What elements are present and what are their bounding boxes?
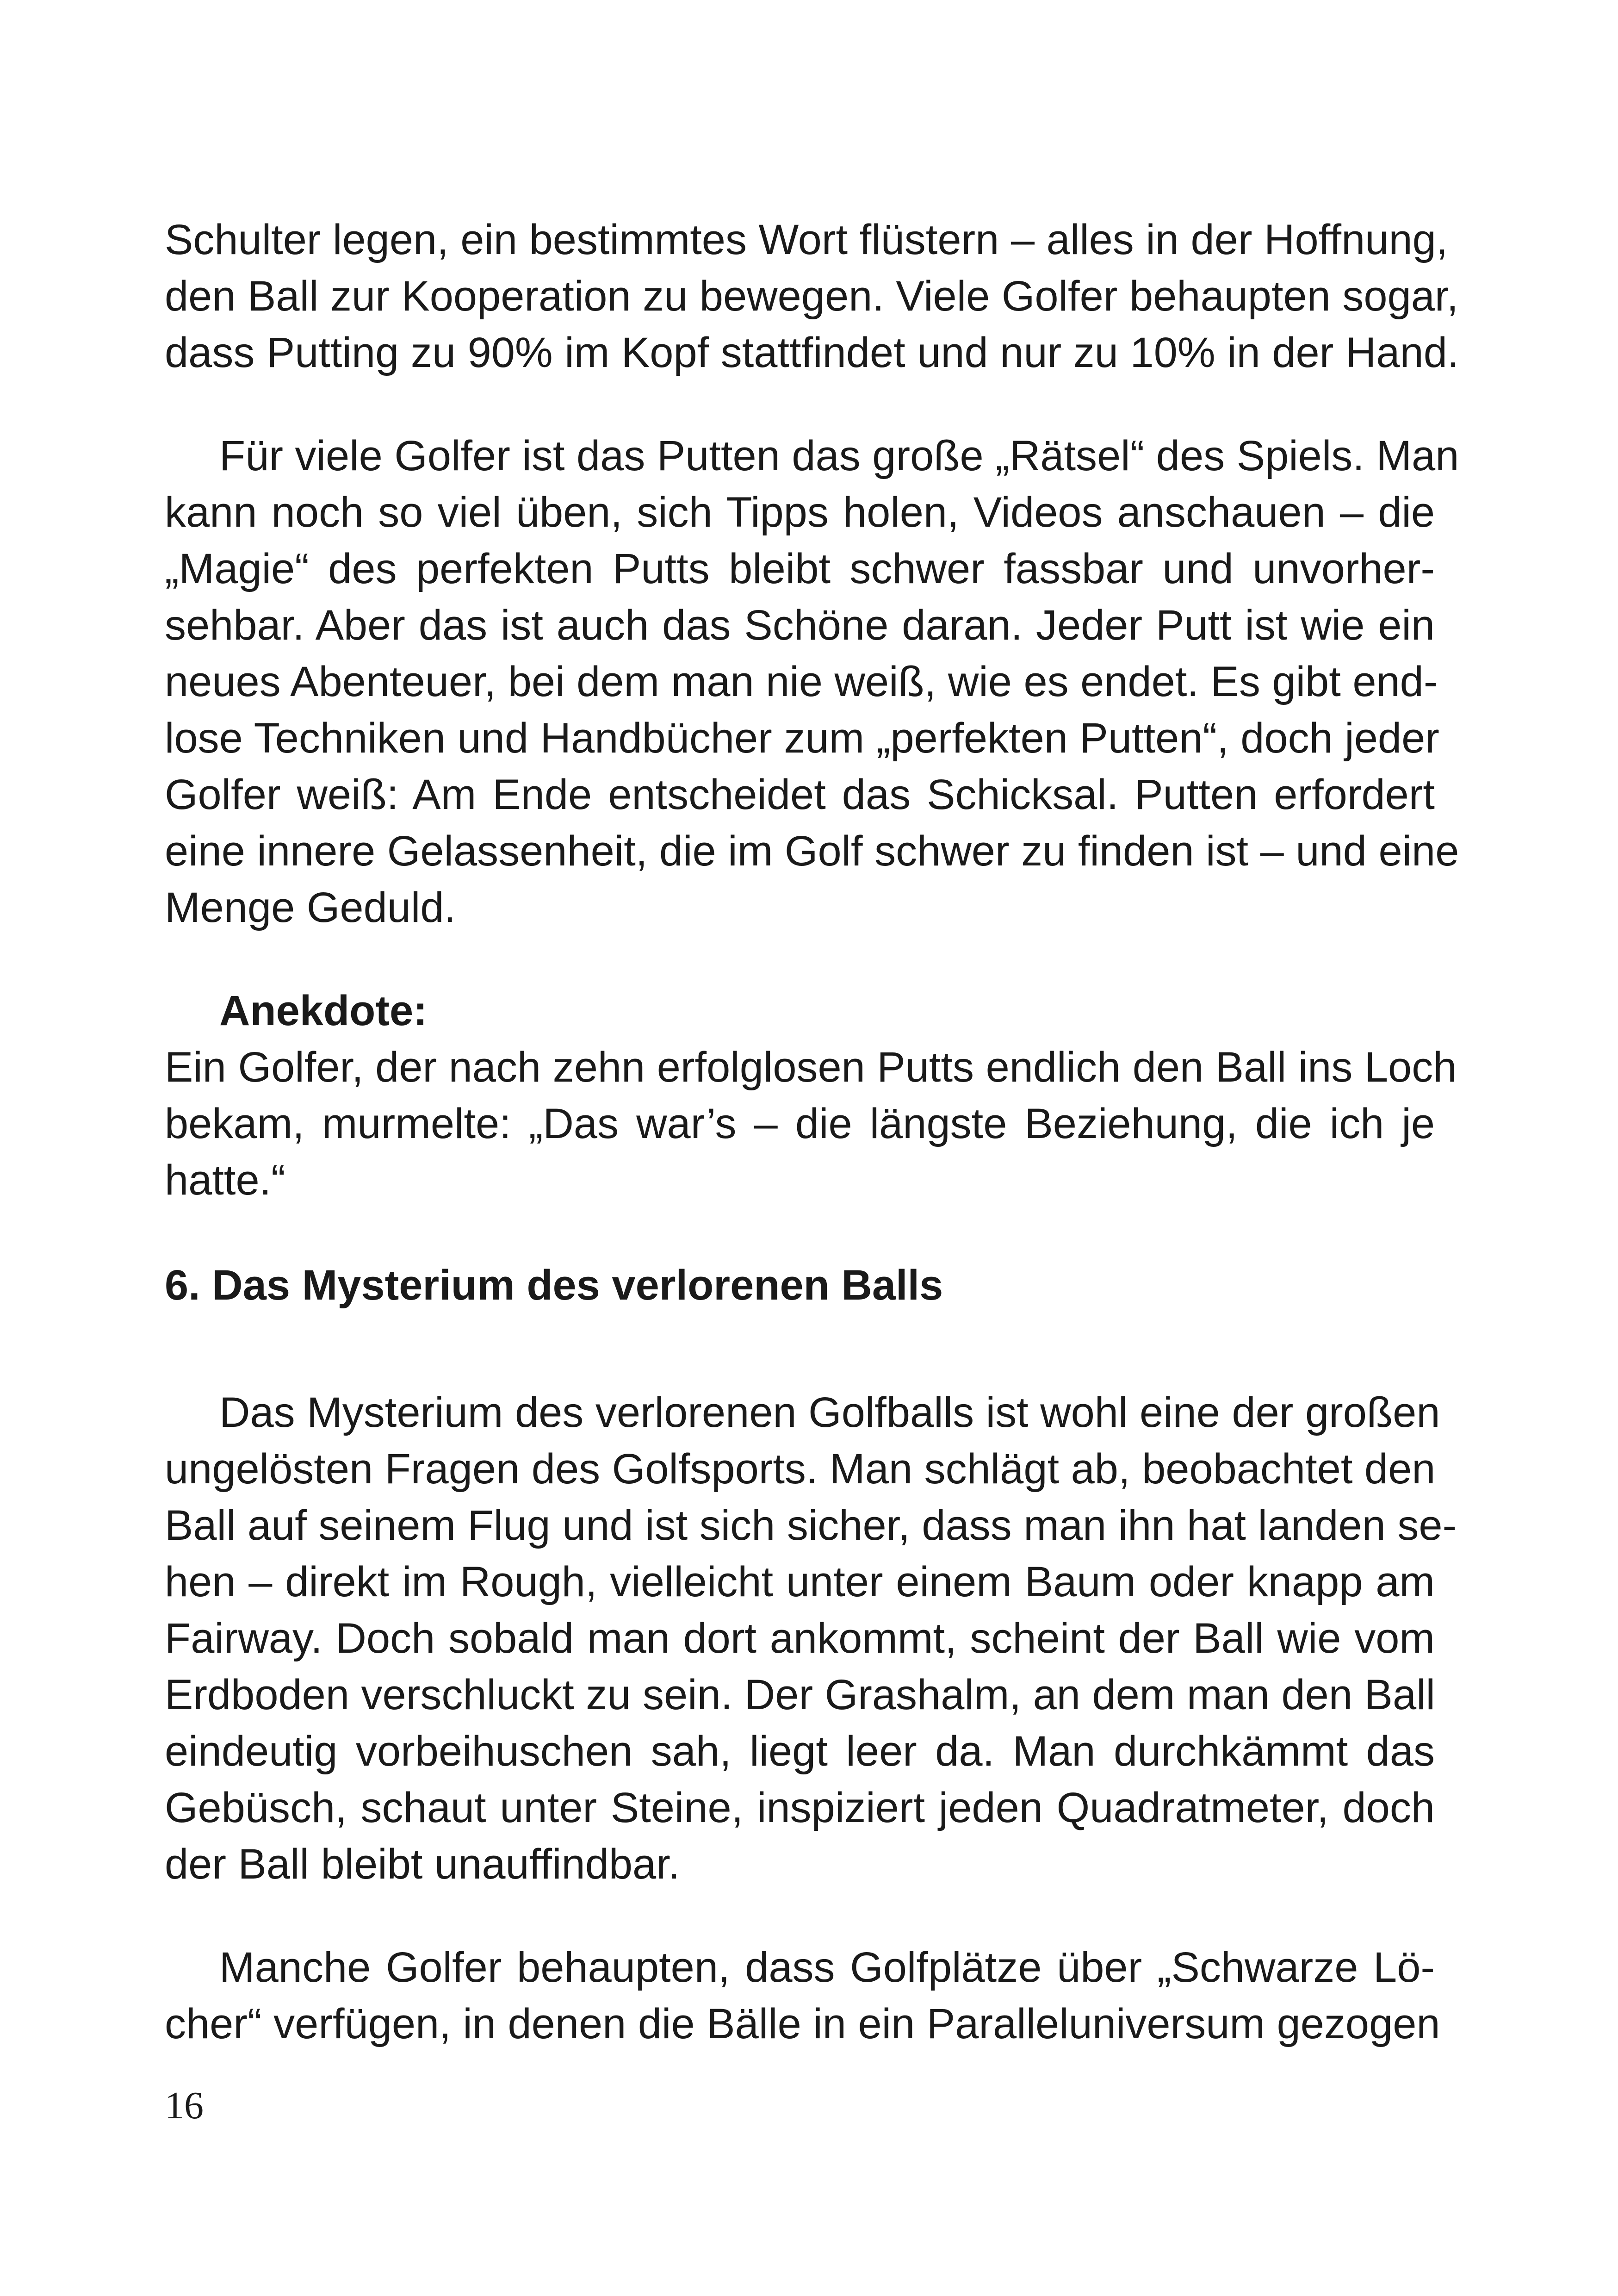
text-line: Gebüsch, schaut unter Steine, inspiziert jeden Quadratmeter, doch: [165, 1784, 1435, 1831]
text-line: den Ball zur Kooperation zu bewegen. Viele Golfer behaupten sogar,: [165, 273, 1459, 320]
text-line: Fairway. Doch sobald man dort ankommt, scheint der Ball wie vom: [165, 1615, 1435, 1662]
text-line: Golfer weiß: Am Ende entscheidet das Schicksal. Putten erfordert: [165, 771, 1435, 818]
text-line: cher“ verfügen, in denen die Bälle in ein Paralleluniversum gezogen: [165, 2000, 1440, 2047]
text-line: Erdboden verschluckt zu sein. Der Grashalm, an dem man den Ball: [165, 1671, 1435, 1718]
text-line: bekam, murmelte: „Das war’s – die längste Beziehung, die ich je: [165, 1100, 1435, 1147]
text-line: ungelösten Fragen des Golfsports. Man schlägt ab, beobachtet den: [165, 1445, 1436, 1493]
text-line: Manche Golfer behaupten, dass Golfplätze über „Schwarze Lö-: [219, 1944, 1435, 1991]
text-line: neues Abenteuer, bei dem man nie weiß, wie es endet. Es gibt end-: [165, 658, 1438, 705]
text-line: Ein Golfer, der nach zehn erfolglosen Putts endlich den Ball ins Loch: [165, 1044, 1457, 1091]
text-line: Für viele Golfer ist das Putten das große „Rätsel“ des Spiels. Man: [219, 432, 1459, 479]
anecdote-heading: Anekdote:: [219, 987, 428, 1034]
text-line: Ball auf seinem Flug und ist sich sicher, dass man ihn hat landen se-: [165, 1502, 1457, 1549]
text-line: eine innere Gelassenheit, die im Golf schwer zu finden ist – und eine: [165, 828, 1459, 875]
text-line: Das Mysterium des verlorenen Golfballs ist wohl eine der großen: [219, 1389, 1440, 1436]
book-page: [165, 0, 1459, 2296]
text-line: dass Putting zu 90% im Kopf stattfindet und nur zu 10% in der Hand.: [165, 329, 1459, 376]
text-line: hatte.“: [165, 1157, 285, 1204]
section-heading: 6. Das Mysterium des verlorenen Balls: [165, 1262, 943, 1309]
text-line: lose Techniken und Handbücher zum „perfekten Putten“, doch jeder: [165, 715, 1439, 762]
text-line: sehbar. Aber das ist auch das Schöne daran. Jeder Putt ist wie ein: [165, 602, 1435, 649]
text-line: kann noch so viel üben, sich Tipps holen, Videos anschauen – die: [165, 489, 1435, 536]
text-line: eindeutig vorbeihuschen sah, liegt leer da. Man durchkämmt das: [165, 1728, 1435, 1775]
text-line: Schulter legen, ein bestimmtes Wort flüstern – alles in der Hoffnung,: [165, 216, 1448, 263]
text-line: der Ball bleibt unauffindbar.: [165, 1841, 680, 1888]
page-number: 16: [165, 2084, 204, 2127]
text-line: „Magie“ des perfekten Putts bleibt schwer fassbar und unvorher-: [165, 545, 1435, 592]
text-line: Menge Geduld.: [165, 884, 456, 931]
text-line: hen – direkt im Rough, vielleicht unter einem Baum oder knapp am: [165, 1558, 1435, 1605]
